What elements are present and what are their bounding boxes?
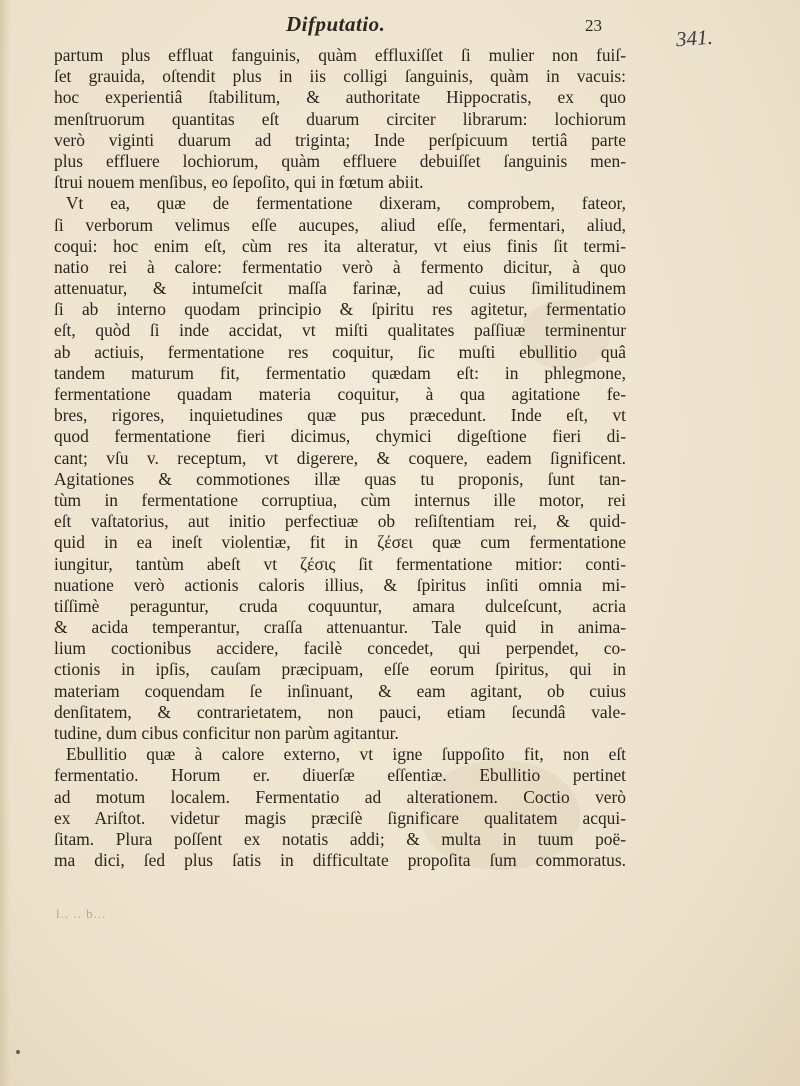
text-line: ſtrui nouem menſibus, eo ſepoſito, qui in fœtum abiit. bbox=[54, 172, 424, 193]
text-line: materiam coquendam ſe inſinuant, & eam agitant, ob cuius bbox=[54, 680, 626, 701]
text-line: ctionis in ipſis, cauſam præcipuam, eſſe eorum ſpiritus, qui in bbox=[54, 659, 626, 680]
text-line: ab actiuis, fermentatione res coquitur, ſic muſti ebullitio quâ bbox=[54, 341, 626, 362]
text-line: Agitationes & commotiones illæ quas tu proponis, ſunt tan- bbox=[54, 468, 626, 489]
text-line: fermentatione quadam materia coquitur, à qua agitatione fe- bbox=[54, 384, 626, 404]
text-line: lium coctionibus accidere, facilè concedet, qui perpendet, co- bbox=[54, 638, 626, 659]
text-line: ſi ab interno quodam principio & ſpiritu res agitetur, fermentatio bbox=[54, 299, 626, 320]
paragraph-start-line: Vt ea, quæ de fermentatione dixeram, comprobem, fateor, bbox=[66, 193, 626, 214]
text-line: partum plus effluat fanguinis, quàm effluxiſſet ſi mulier non fuiſ- bbox=[54, 45, 626, 65]
text-line: tiſſimè peraguntur, cruda coquuntur, amara dulceſcunt, acria bbox=[54, 595, 626, 616]
text-line: menſtruorum quantitas eſt duarum circiter librarum: lochiorum bbox=[54, 108, 626, 129]
page-number: 23 bbox=[585, 16, 602, 35]
ink-dot bbox=[16, 1050, 20, 1054]
running-title: Difputatio. bbox=[286, 12, 386, 36]
text-line: denſitatem, & contrarietatem, non pauci, etiam ſecundâ vale- bbox=[54, 701, 626, 722]
text-line: ad motum localem. Fermentatio ad alterationem. Coctio verò bbox=[54, 786, 626, 807]
text-line: tùm in fermentatione corruptiua, cùm internus ille motor, rei bbox=[54, 489, 626, 510]
text-line: plus effluere lochiorum, quàm effluere debuiſſet ſanguinis men- bbox=[54, 150, 626, 171]
text-line: verò viginti duarum ad triginta; Inde perſpicuum tertiâ parte bbox=[54, 129, 626, 150]
text-line: & acida temperantur, craſſa attenuantur. Tale quid in anima- bbox=[54, 617, 626, 638]
text-line: quid in ea ineſt violentiæ, fit in ζέσει quæ cum fermentatione bbox=[54, 532, 626, 553]
page-binding-shadow bbox=[0, 0, 10, 1086]
text-line: ſi verborum velimus eſſe aucupes, aliud eſſe, fermentari, aliud, bbox=[54, 214, 626, 235]
paragraph-start-line: Ebullitio quæ à calore externo, vt igne ſuppoſito fit, non eſt bbox=[66, 744, 626, 765]
text-line: eſt, quòd ſi inde accidat, vt miſti qualitates paſſiuæ terminentur bbox=[54, 320, 626, 341]
text-line: tandem maturum fit, fermentatio quædam eſt: in phlegmone, bbox=[54, 362, 626, 383]
text-line: attenuatur, & intumeſcit maſſa farinæ, ad cuius ſimilitudinem bbox=[54, 278, 626, 299]
body-text bbox=[54, 45, 626, 871]
text-line: bres, rigores, inquietudines quæ pus præcedunt. Inde eſt, vt bbox=[54, 405, 626, 426]
text-line: iungitur, tantùm abeſt vt ζέσις ſit fermentatione mitior: conti- bbox=[54, 553, 626, 574]
text-line: hoc experientiâ ſtabilitum, & authoritate Hippocratis, ex quo bbox=[54, 87, 626, 108]
text-line: fermentatio. Horum er. diuerſæ eſſentiæ. Ebullitio pertinet bbox=[54, 765, 626, 786]
text-line: coqui: hoc enim eſt, cùm res ita alteratur, vt eius finis ſit termi- bbox=[54, 235, 626, 256]
text-line: nuatione verò actionis caloris illius, & ſpiritus inſiti omnia mi- bbox=[54, 574, 626, 595]
text-line: cant; vſu v. receptum, vt digerere, & coquere, eadem ſignificent. bbox=[54, 447, 626, 468]
text-line: eſt vaſtatorius, aut initio perfectiuæ ob reſiſtentiam rei, & quid- bbox=[54, 511, 626, 532]
text-line: tudine, dum cibus conficitur non parùm agitantur. bbox=[54, 723, 399, 743]
text-line: quod fermentatione fieri dicimus, chymici digeſtione fieri di- bbox=[54, 426, 626, 447]
text-line: natio rei à calore: fermentatio verò à fermento dicitur, à quo bbox=[54, 256, 626, 277]
text-line: ſet grauida, oſtendit plus in iis colligi ſanguinis, quàm in vacuis: bbox=[54, 66, 626, 87]
handwritten-folio-number: 341. bbox=[675, 24, 714, 52]
faded-bleed-through-text: l.. .. b... bbox=[56, 906, 107, 921]
text-line: ma dici, ſed plus ſatis in difficultate propoſita ſum commoratus. bbox=[54, 850, 626, 871]
text-line: ſitam. Plura poſſent ex notatis addi; & multa in tuum poë- bbox=[54, 828, 626, 849]
text-line: ex Ariſtot. videtur magis præciſè ſignificare qualitatem acqui- bbox=[54, 807, 626, 828]
